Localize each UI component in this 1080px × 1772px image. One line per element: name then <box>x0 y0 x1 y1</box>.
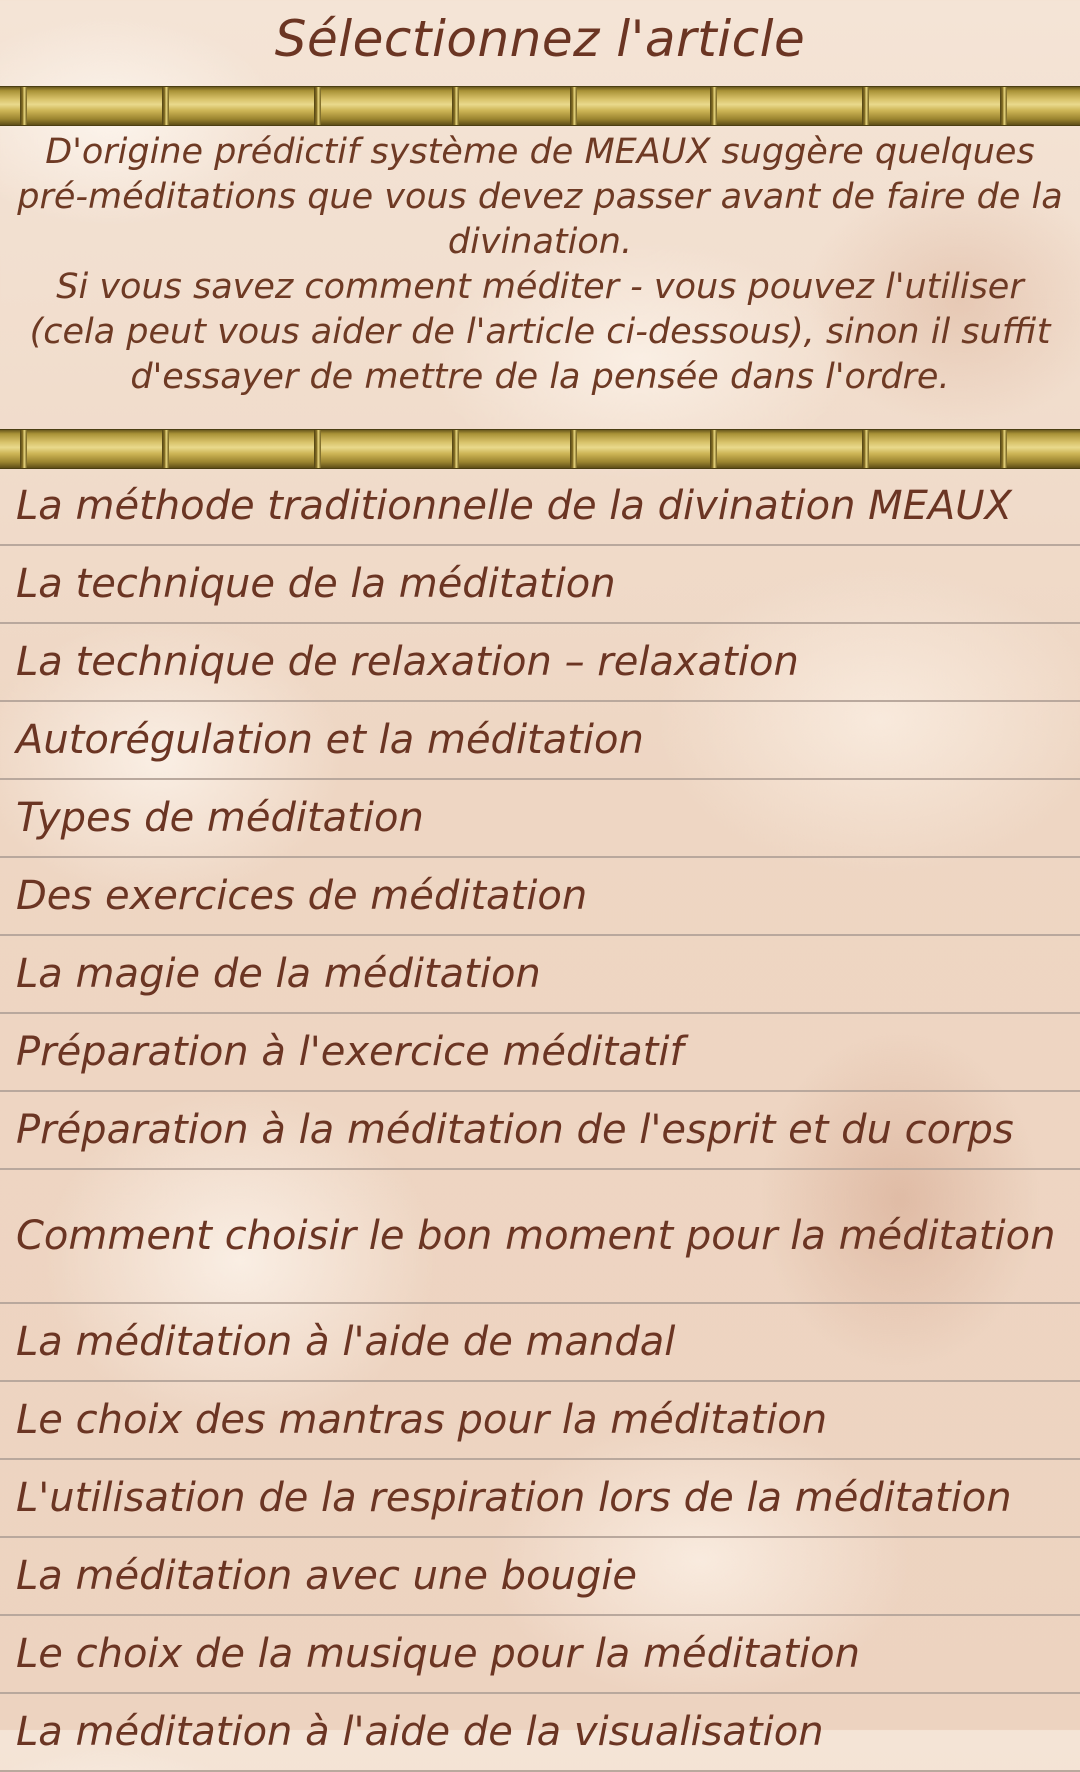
article-list <box>0 468 1080 1772</box>
article-item[interactable]: Préparation à l'exercice méditatif <box>0 1014 1080 1092</box>
bamboo-node <box>570 430 577 468</box>
article-item[interactable]: La méditation avec une bougie <box>0 1538 1080 1616</box>
bamboo-node <box>452 430 459 468</box>
bamboo-node <box>162 87 169 125</box>
bamboo-node <box>20 430 27 468</box>
article-item[interactable]: La technique de la méditation <box>0 546 1080 624</box>
article-item[interactable]: L'utilisation de la respiration lors de la méditation <box>0 1460 1080 1538</box>
bamboo-divider-top <box>0 86 1080 126</box>
bamboo-node <box>314 87 321 125</box>
page-title: Sélectionnez l'article <box>274 10 806 68</box>
intro-paragraph-2: Si vous savez comment méditer - vous pouvez l'utiliser (cela peut vous aider de l'article ci-dessous), sinon il suffit d'essayer de mettre de la pensée dans l'ordre. <box>29 267 1051 397</box>
bamboo-node <box>570 87 577 125</box>
header <box>0 0 1080 86</box>
article-item[interactable]: La technique de relaxation – relaxation <box>0 624 1080 702</box>
article-item[interactable]: La magie de la méditation <box>0 936 1080 1014</box>
article-item[interactable]: La méthode traditionnelle de la divination MEAUX <box>0 468 1080 546</box>
bamboo-node <box>862 430 869 468</box>
intro-text <box>10 130 1070 400</box>
bamboo-node <box>710 87 717 125</box>
article-item[interactable]: La méditation à l'aide de la visualisation <box>0 1694 1080 1772</box>
bamboo-node <box>1000 87 1007 125</box>
bamboo-node <box>452 87 459 125</box>
article-item[interactable]: Le choix de la musique pour la méditation <box>0 1616 1080 1694</box>
bamboo-node <box>314 430 321 468</box>
bamboo-node <box>20 87 27 125</box>
article-item[interactable]: Types de méditation <box>0 780 1080 858</box>
bamboo-node <box>1000 430 1007 468</box>
article-item[interactable]: Autorégulation et la méditation <box>0 702 1080 780</box>
article-item[interactable]: La méditation à l'aide de mandal <box>0 1304 1080 1382</box>
bamboo-node <box>862 87 869 125</box>
bamboo-node <box>162 430 169 468</box>
bamboo-divider-bottom <box>0 429 1080 469</box>
article-item[interactable]: Des exercices de méditation <box>0 858 1080 936</box>
article-item[interactable]: Comment choisir le bon moment pour la méditation <box>0 1170 1080 1304</box>
intro-paragraph-1: D'origine prédictif système de MEAUX suggère quelques pré-méditations que vous devez passer avant de faire de la divination. <box>17 132 1063 262</box>
bamboo-node <box>710 430 717 468</box>
article-item[interactable]: Préparation à la méditation de l'esprit et du corps <box>0 1092 1080 1170</box>
article-item[interactable]: Le choix des mantras pour la méditation <box>0 1382 1080 1460</box>
